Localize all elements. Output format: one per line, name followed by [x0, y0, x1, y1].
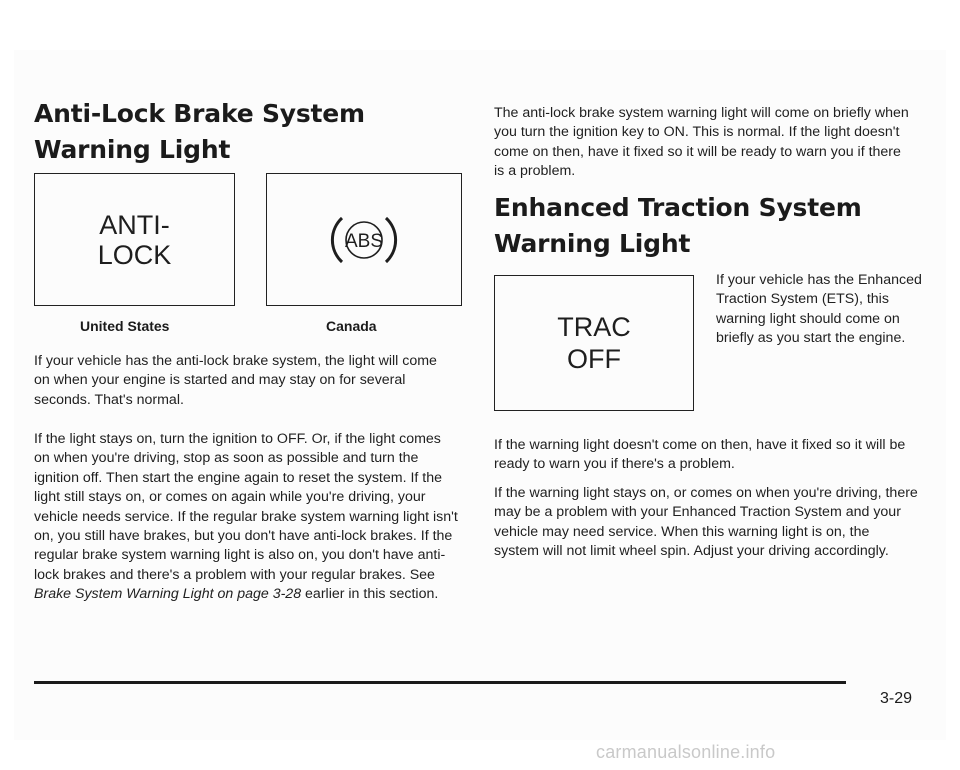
- abs-canada-symbol-box: [266, 173, 462, 306]
- footer-rule: [34, 681, 846, 684]
- ets-side-text: If your vehicle has the Enhanced Traction System (ETS), this warning light should come on briefly as you start the engine.: [716, 272, 922, 347]
- ets-paragraph-1: If the warning light doesn't come on then, have it fixed so it will be ready to warn you if there's a problem.: [494, 437, 906, 473]
- ets-section-heading: Enhanced Traction System Warning Light: [494, 193, 862, 258]
- abs-symbol-text: ABS: [344, 230, 384, 252]
- abs-paragraph-1: If your vehicle has the anti-lock brake system, the light will come on when your engine is started and may stay on for several seconds. That's normal.: [34, 353, 437, 408]
- abs-paragraph-2-tail: earlier in this section.: [301, 586, 439, 603]
- ets-paragraph-2: If the warning light stays on, or comes on when you're driving, there may be a problem with your Enhanced Traction System and your vehicle may need service. When this warning light is on, the system will not limit wheel spin. Adjust your driving accordingly.: [494, 485, 918, 560]
- anti-lock-symbol-box: [34, 173, 235, 306]
- abs-intro-paragraph: The anti-lock brake system warning light will come on briefly when you turn the ignition key to ON. This is normal. If the light doesn't come on then, have it fixed so it will be ready to warn you if there is a problem.: [494, 105, 909, 180]
- abs-symbol-icon: [309, 205, 419, 275]
- caption-united-states: United States: [80, 318, 170, 334]
- trac-off-symbol-box: [494, 275, 694, 411]
- watermark: carmanualsonline.info: [596, 742, 776, 762]
- abs-paragraph-2: [34, 430, 458, 605]
- page-number: 3-29: [880, 690, 913, 707]
- anti-lock-symbol-text: ANTI- LOCK: [97, 209, 172, 270]
- trac-off-symbol-text: TRAC OFF: [557, 312, 631, 374]
- abs-paragraph-2-text: If the light stays on, turn the ignition to OFF. Or, if the light comes on when you're driving, stop as soon as possible and turn the ignition off. Then start the engine again to reset the system. If the light still stays on, or comes on again while you're driving, your vehicle needs service. If the regular brake system warning light isn't on, you still have brakes, but you don't have anti-lock brakes. If the regular brake system warning light is also on, you don't have anti-lock brakes and there's a problem with your regular brakes. See: [34, 431, 458, 583]
- brake-warning-reference-link[interactable]: Brake System Warning Light on page 3-28: [34, 586, 302, 603]
- caption-canada: Canada: [326, 318, 377, 334]
- abs-section-heading: Anti-Lock Brake System Warning Light: [34, 99, 365, 164]
